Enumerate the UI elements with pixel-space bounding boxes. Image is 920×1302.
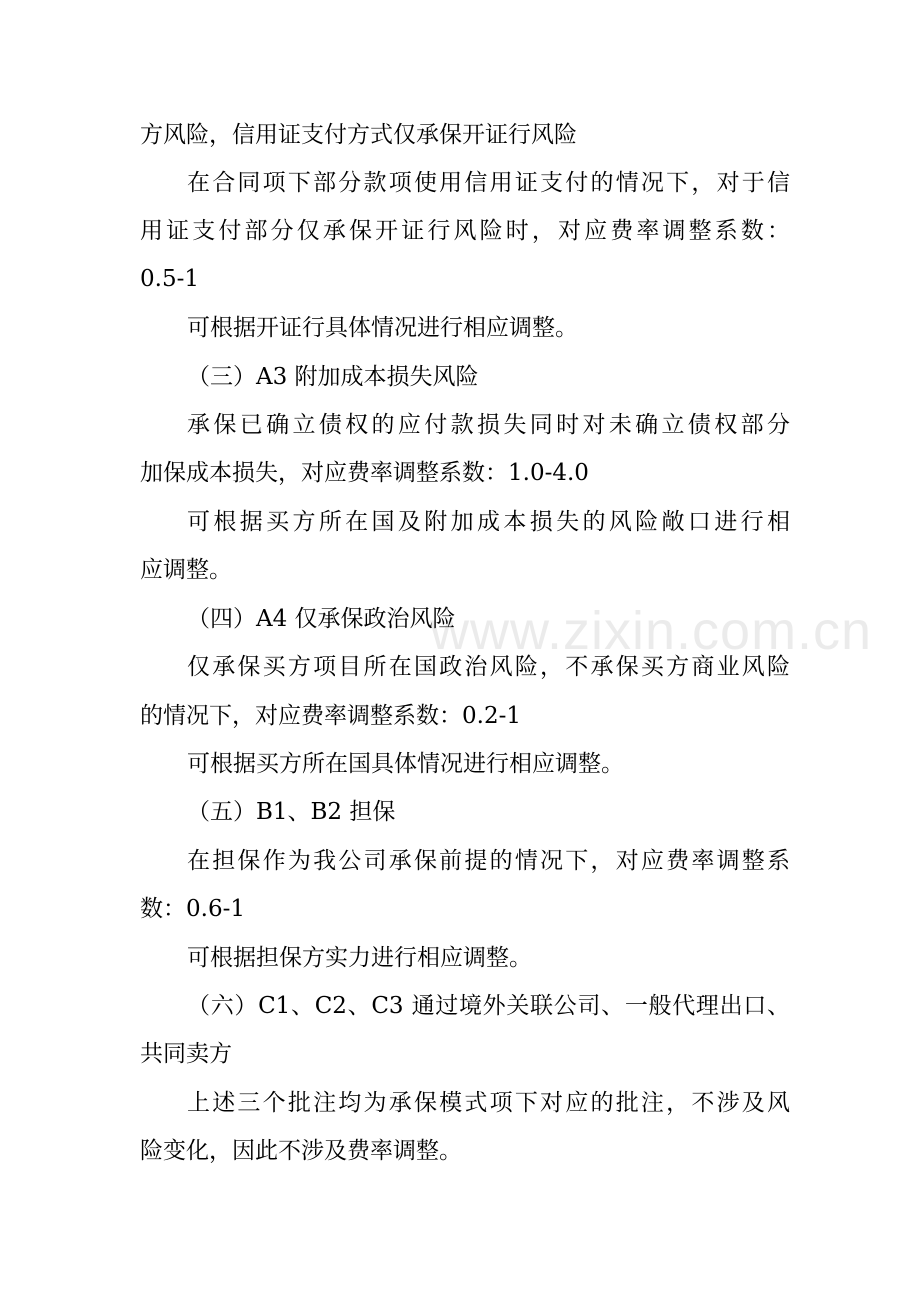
- text-line: 的情况下，对应费率调整系数：0.2-1: [140, 703, 521, 729]
- text-line: 0.5-1: [140, 266, 199, 292]
- text-line: 用证支付部分仅承保开证行风险时，对应费率调整系数：: [140, 218, 790, 244]
- text-line: 可根据开证行具体情况进行相应调整。: [187, 315, 578, 341]
- section-heading: （六）C1、C2、C3 通过境外关联公司、一般代理出口、: [187, 993, 790, 1019]
- text-line: 共同卖方: [140, 1041, 232, 1067]
- text-line: 险变化，因此不涉及费率调整。: [140, 1138, 462, 1164]
- text-line: 在担保作为我公司承保前提的情况下，对应费率调整系: [187, 848, 790, 874]
- text-line: 可根据买方所在国及附加成本损失的风险敞口进行相: [187, 509, 790, 535]
- watermark: www.zixin.com.cn: [430, 601, 873, 661]
- section-heading: （五）B1、B2 担保: [187, 799, 396, 825]
- text-line: 上述三个批注均为承保模式项下对应的批注，不涉及风: [187, 1090, 790, 1116]
- text-line: 承保已确立债权的应付款损失同时对未确立债权部分: [187, 412, 790, 438]
- text-line: 可根据买方所在国具体情况进行相应调整。: [187, 751, 624, 777]
- text-line: 数：0.6-1: [140, 896, 245, 922]
- text-line: 仅承保买方项目所在国政治风险，不承保买方商业风险: [187, 654, 790, 680]
- text-line: 加保成本损失，对应费率调整系数：1.0-4.0: [140, 460, 589, 486]
- section-heading: （四）A4 仅承保政治风险: [187, 606, 456, 632]
- text-line: 在合同项下部分款项使用信用证支付的情况下，对于信: [187, 170, 790, 196]
- text-line: 方风险，信用证支付方式仅承保开证行风险: [140, 122, 577, 148]
- text-line: 可根据担保方实力进行相应调整。: [187, 945, 532, 971]
- text-line: 应调整。: [140, 557, 232, 583]
- section-heading: （三）A3 附加成本损失风险: [187, 364, 479, 390]
